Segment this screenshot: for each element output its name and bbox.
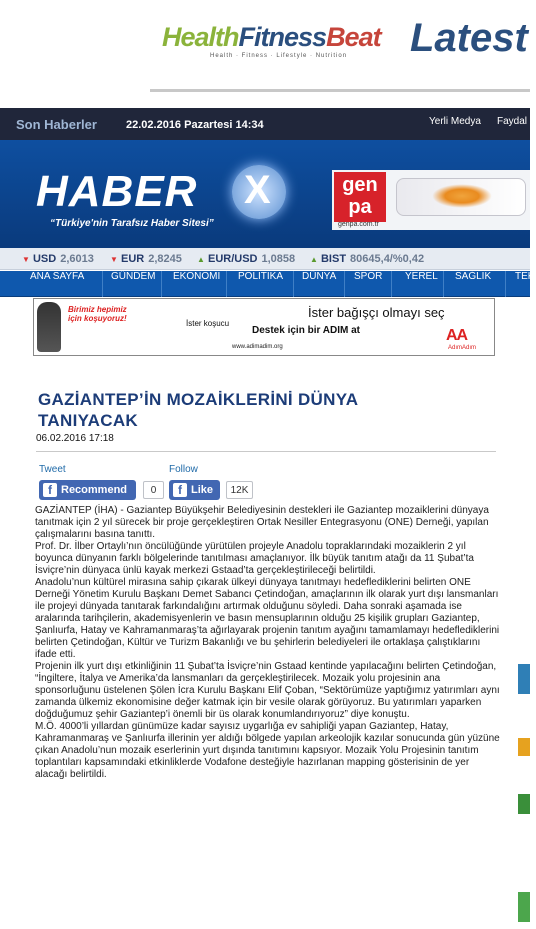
facebook-icon: f: [43, 483, 57, 497]
market-eurusd: ▲ EUR/USD 1,0858: [197, 253, 296, 265]
ad-line-2: İster bağışçı olmayı seç: [308, 305, 445, 320]
genpa-url: genpa.com.tr: [338, 221, 379, 228]
nav-gundem[interactable]: GÜNDEM: [103, 271, 162, 297]
right-sidebar-edge: [518, 318, 530, 929]
link-faydali[interactable]: Faydal: [497, 116, 528, 127]
market-ticker: [0, 248, 530, 270]
nav-politika[interactable]: POLİTİKA: [227, 271, 294, 297]
health-fitness-beat-banner[interactable]: [150, 0, 530, 92]
logo-x-icon: X: [232, 165, 286, 219]
article-paragraph: Projenin ilk yurt dışı etkinliğinin 11 Şubat’ta İsviçre’nin Gstaad kentinde yapılacağını belirten Çetindoğan, “İngiltere, İtalya ve Amerika’da lansmanları da gerçekleştirilecek. Mozaik yolu projesinin ana sponsorluğunu üstelenen Şölen İcra Kurulu Başkanı Elif Çoban, “Sektörümüze yaptığımız yatırımları aynı zamanda ülkemiz ekonomisine değer katmak için bir vesile olarak görüyoruz. Bu yatırımları yaparken doğduğumuz şehir Gaziantep’i önemli bir üs olarak konumlandırıyoruz” diye konuştu.: [35, 661, 500, 720]
ad-line-3: Destek için bir ADIM at: [252, 325, 360, 336]
article-date: 06.02.2016 17:18: [36, 433, 114, 444]
nav-dunya[interactable]: DÜNYA: [294, 271, 345, 297]
logo-wordmark: HABER: [36, 167, 198, 216]
up-arrow-icon: ▲: [197, 255, 205, 264]
market-usd: ▼ USD 2,6013: [22, 253, 94, 265]
article-body: [35, 505, 503, 781]
facebook-icon: f: [173, 483, 187, 497]
facebook-like-button[interactable]: f Like: [169, 480, 220, 500]
adimadim-advertisement[interactable]: [33, 298, 495, 356]
genpa-logo: gen pa: [334, 172, 386, 222]
nav-yerel[interactable]: YEREL: [392, 271, 444, 297]
breaking-news-bar: [0, 108, 530, 140]
recommend-count: 0: [143, 481, 164, 499]
genpa-advertisement[interactable]: [332, 170, 530, 230]
adimadim-logo: AA: [446, 327, 468, 344]
nav-saglik[interactable]: SAĞLIK: [444, 271, 506, 297]
article-paragraph: M.Ö. 4000’li yıllardan günümüze kadar sayısız uygarlığa ev sahipliği yapan Gaziantep, Hatay, Kahramanmaraş ve Şanlıurfa illerinin yer aldığı bölgede yapılan arkeolojik kazılar sonucunda gün yüzüne çıkan Anadolu’nun mozaik eserlerinin yurt dışında tanıtımını kapsıyor. Mozaik Yolu Projesinin tanıtım toplantıları kapsamındaki etkinliklerde Vodafone desteğiyle hazırlanan mapping gösterisinin de yer alacağı belirtildi.: [35, 721, 500, 780]
fish-image: [432, 184, 492, 208]
nav-ana-sayfa[interactable]: ANA SAYFA: [0, 271, 103, 297]
adimadim-logo-text: AdımAdım: [448, 345, 477, 351]
article-paragraph: GAZİANTEP (İHA) - Gaziantep Büyükşehir Belediyesinin destekleri ile Gaziantep mozaiklerini dünyaya tanıtmak için 2 yıl sürecek bir proje gerçekleştiren Ortak Nesiller Entegrasyonu (ONE) Derneği, yapılan çalışmalarını basına tanıttı.: [35, 505, 489, 540]
like-count: 12K: [226, 481, 253, 499]
market-eur: ▼ EUR 2,8245: [110, 253, 182, 265]
follow-button[interactable]: Follow: [169, 464, 198, 475]
nav-spor[interactable]: SPOR: [345, 271, 392, 297]
article-title: GAZİANTEP’İN MOZAİKLERİNİ DÜNYA TANIYACAK: [38, 390, 358, 430]
sidebar-widget: [518, 738, 530, 756]
haberx-logo[interactable]: [36, 167, 271, 229]
runner-image: [37, 302, 61, 352]
link-yerli-medya[interactable]: Yerli Medya: [429, 116, 481, 127]
sidebar-widget: [518, 664, 530, 694]
banner-latest-text: Latest: [410, 16, 528, 60]
current-date: 22.02.2016 Pazartesi 14:34: [126, 119, 264, 131]
ad-line-1: İster koşucu: [186, 319, 230, 328]
banner-tagline: Health · Fitness · Lifestyle · Nutrition: [210, 53, 348, 59]
banner-brand: HealthFitnessBeat: [162, 22, 381, 52]
market-bist: ▲ BIST 80645,4/%0,42: [310, 253, 425, 265]
sidebar-widget: [518, 892, 530, 922]
divider: [36, 451, 496, 452]
facebook-recommend-button[interactable]: f Recommend: [39, 480, 136, 500]
nav-teknoloji[interactable]: TEK: [515, 271, 535, 282]
tweet-button[interactable]: Tweet: [39, 464, 66, 475]
article-paragraph: Prof. Dr. İlber Ortaylı’nın öncülüğünde yürütülen projeyle Anadolu topraklarındaki mozaiklerin 2 yıl boyunca dünyanın farklı bölgelerinde tanıtılması amaçlanıyor. İlk büyük tanıtım atağı da 11 Şubat’ta İsviçre’nin dünyaca ünlü kayak merkezi Gstaad’ta gerçekleştirileceği belirtildi.: [35, 541, 474, 576]
top-advertisement[interactable]: [0, 0, 530, 108]
sidebar-widget: [518, 794, 530, 814]
nav-ekonomi[interactable]: EKONOMİ: [162, 271, 227, 297]
main-navigation: [0, 271, 535, 297]
breaking-news-title[interactable]: Son Haberler: [16, 117, 97, 132]
up-arrow-icon: ▲: [310, 255, 318, 264]
ad-url: www.adimadim.org: [232, 344, 283, 350]
down-arrow-icon: ▼: [110, 255, 118, 264]
site-slogan: “Türkiye'nin Tarafsız Haber Sitesi”: [50, 218, 214, 229]
ad-left-text: Birimiz hepimiz için koşuyoruz!: [68, 305, 127, 323]
article-paragraph: Anadolu’nun kültürel mirasına sahip çıkarak ülkeyi dünyaya tanıtmayı hedeflediklerini belirten ONE Derneği Yönetim Kurulu Başkanı Demet Sabancı Çetindoğan, amaçlarının ilk olarak yurt dışı lansmanları ile projeyi dünyada tanıtarak farkındalığını artırmak olduğunu söyledi. Daha sonraki aşamada ise aralarında tarihçilerin, akademisyenlerin ve basın mensuplarının olduğu 25 kişilik grupları Gaziantep, Şanlıurfa, Hatay ve Kahramanmaraş’ta ağırlayarak projenin tanıtım ayağını tamamlamayı hedeflediklerini belirten Çetindoğan, Kültür ve Turizm Bakanlığı ve bu şehirlerin belediyeleri ile ortaklaşa çalıştıklarını ifade etti.: [35, 577, 500, 660]
down-arrow-icon: ▼: [22, 255, 30, 264]
site-header: [0, 140, 530, 248]
